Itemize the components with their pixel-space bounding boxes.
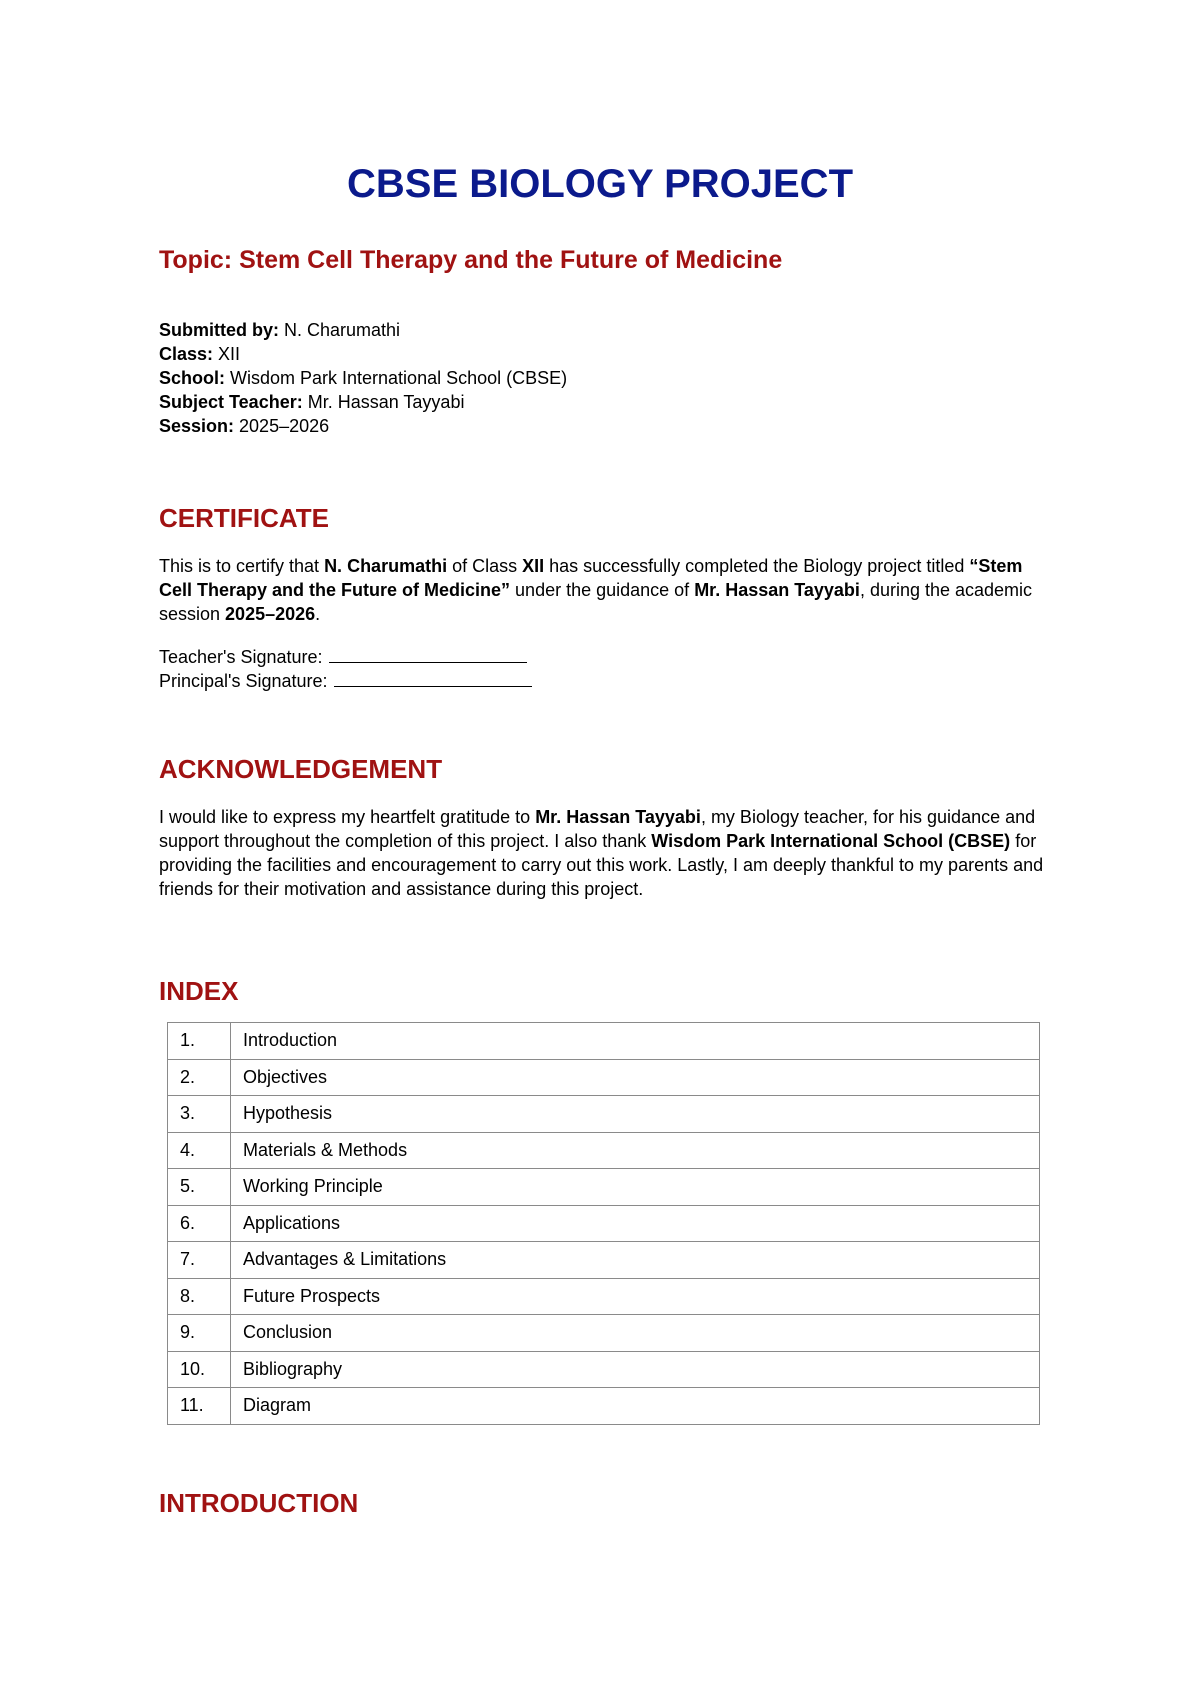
index-item-label: Applications [231, 1205, 1040, 1242]
certificate-text-part: has successfully completed the Biology project titled [544, 556, 970, 576]
principal-signature-label: Principal's Signature: [159, 671, 328, 691]
index-item-label: Advantages & Limitations [231, 1242, 1040, 1279]
table-row [168, 1242, 1040, 1279]
class-row [159, 342, 567, 366]
table-row [168, 1169, 1040, 1206]
table-row [168, 1315, 1040, 1352]
student-class: XII [522, 556, 545, 576]
index-number: 3. [168, 1096, 231, 1133]
index-item-label: Bibliography [231, 1351, 1040, 1388]
index-number: 11. [168, 1388, 231, 1425]
table-row [168, 1388, 1040, 1425]
index-number: 7. [168, 1242, 231, 1279]
table-row [168, 1205, 1040, 1242]
index-number: 4. [168, 1132, 231, 1169]
teacher-signature-label: Teacher's Signature: [159, 647, 323, 667]
certificate-text-part: . [315, 604, 321, 624]
index-number: 1. [168, 1023, 231, 1060]
acknowledgement-heading: ACKNOWLEDGEMENT [159, 754, 443, 784]
teacher-signature-row [159, 645, 527, 669]
submitted-by-label: Submitted by: [159, 320, 279, 340]
table-row [168, 1059, 1040, 1096]
school-value: Wisdom Park International School (CBSE) [225, 368, 568, 388]
index-item-label: Future Prospects [231, 1278, 1040, 1315]
index-item-label: Conclusion [231, 1315, 1040, 1352]
table-row [168, 1351, 1040, 1388]
acknowledgement-text-part: , my Biology teacher, for his guidance and support throughout the completion of this project. I also thank [159, 807, 1036, 851]
index-number: 5. [168, 1169, 231, 1206]
subject-teacher-row [159, 390, 567, 414]
school-row [159, 366, 567, 390]
school-label: School: [159, 368, 225, 388]
index-item-label: Diagram [231, 1388, 1040, 1425]
certificate-text [159, 554, 1059, 626]
principal-signature-line [334, 670, 532, 687]
certificate-text-part: of Class [447, 556, 523, 576]
session-row [159, 414, 567, 438]
index-number: 8. [168, 1278, 231, 1315]
principal-signature-row [159, 669, 532, 693]
submitted-by-row [159, 318, 567, 342]
session-value: 2025–2026 [234, 416, 330, 436]
table-row [168, 1096, 1040, 1133]
project-topic: Topic: Stem Cell Therapy and the Future of Medicine [159, 246, 783, 274]
teacher-name: Mr. Hassan Tayyabi [535, 807, 701, 827]
table-row [168, 1023, 1040, 1060]
class-value: XII [213, 344, 241, 364]
student-name: N. Charumathi [324, 556, 448, 576]
school-name: Wisdom Park International School (CBSE) [651, 831, 1011, 851]
certificate-text-part: , during the academic session [159, 580, 1033, 624]
session-label: Session: [159, 416, 235, 436]
index-item-label: Materials & Methods [231, 1132, 1040, 1169]
index-heading: INDEX [159, 976, 239, 1006]
acknowledgement-text-part: for providing the facilities and encouragement to carry out this work. Lastly, I am deeply thankful to my parents and friends for their motivation and assistance during this project. [159, 831, 1044, 899]
index-item-label: Objectives [231, 1059, 1040, 1096]
acknowledgement-text [159, 805, 1059, 901]
table-row [168, 1132, 1040, 1169]
index-number: 2. [168, 1059, 231, 1096]
introduction-heading: INTRODUCTION [159, 1488, 359, 1518]
subject-teacher-value: Mr. Hassan Tayyabi [302, 392, 465, 412]
acknowledgement-text-part: I would like to express my heartfelt gratitude to [159, 807, 536, 827]
document-title: CBSE BIOLOGY PROJECT [346, 162, 853, 206]
submitted-by-value: N. Charumathi [279, 320, 401, 340]
certificate-text-part: This is to certify that [159, 556, 325, 576]
index-table [167, 1022, 1040, 1425]
class-label: Class: [159, 344, 214, 364]
teacher-signature-line [329, 646, 527, 663]
index-item-label: Introduction [231, 1023, 1040, 1060]
certificate-text-part: under the guidance of [510, 580, 695, 600]
index-number: 9. [168, 1315, 231, 1352]
subject-teacher-label: Subject Teacher: [159, 392, 303, 412]
index-item-label: Hypothesis [231, 1096, 1040, 1133]
academic-session: 2025–2026 [225, 604, 316, 624]
index-item-label: Working Principle [231, 1169, 1040, 1206]
submission-details [159, 318, 567, 438]
index-table-body [168, 1023, 1040, 1425]
index-number: 6. [168, 1205, 231, 1242]
certificate-heading: CERTIFICATE [159, 503, 329, 533]
table-row [168, 1278, 1040, 1315]
index-number: 10. [168, 1351, 231, 1388]
teacher-name: Mr. Hassan Tayyabi [694, 580, 860, 600]
project-title: “Stem Cell Therapy and the Future of Medicine” [159, 556, 1023, 600]
